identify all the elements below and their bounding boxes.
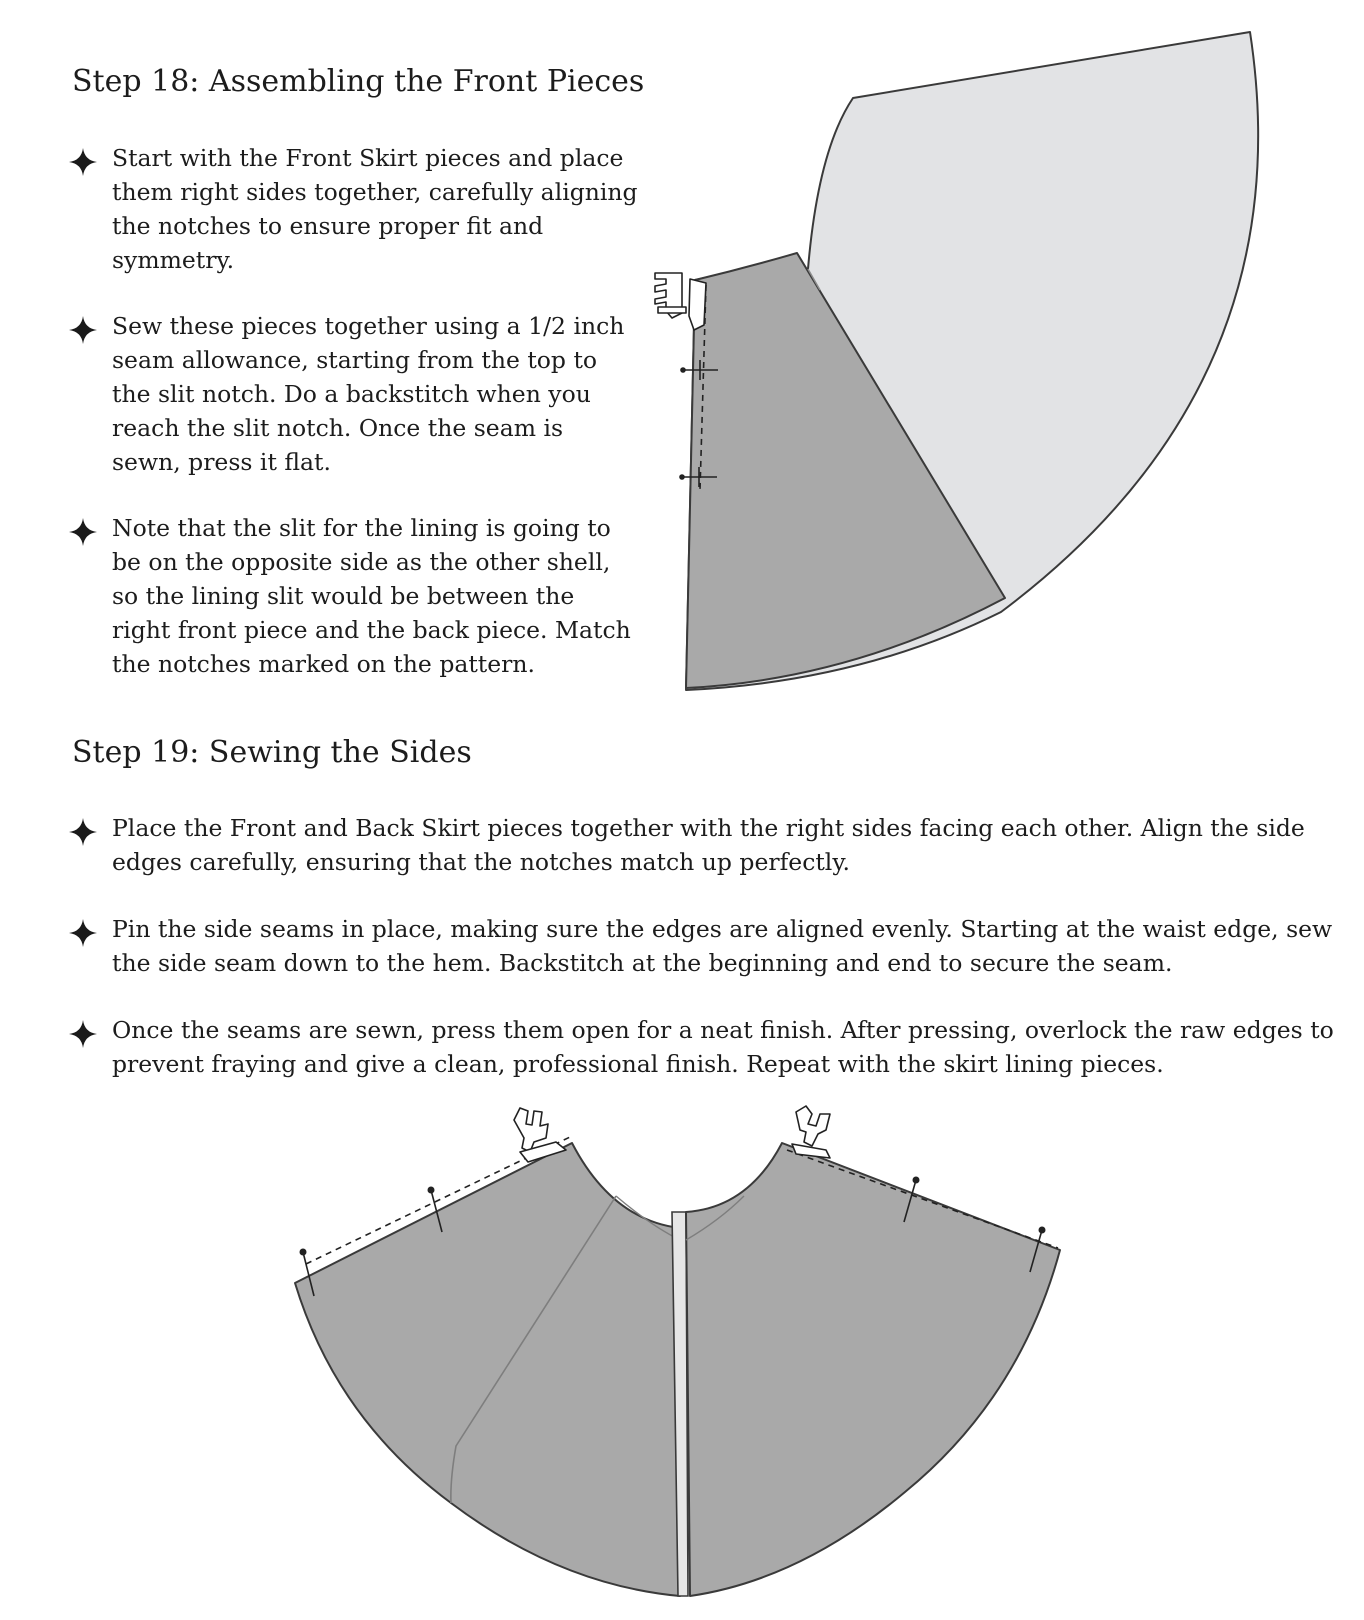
step-18-heading: Step 18: Assembling the Front Pieces xyxy=(72,64,645,99)
four-point-star-icon xyxy=(68,817,98,847)
bullet-text: Place the Front and Back Skirt pieces together with the right sides facing each other. Align the side edges carefully, ensuring that the notches match up perfectly. xyxy=(112,814,1305,876)
bullet-text: Once the seams are sewn, press them open for a neat finish. After pressing, overlock the raw edges to prevent fraying and give a clean, professional finish. Repeat with the skirt lining pieces. xyxy=(112,1016,1334,1078)
presser-foot-icon xyxy=(655,273,706,330)
bullet-text: Pin the side seams in place, making sure the edges are aligned evenly. Starting at the waist edge, sew the side seam down to the hem. Backstitch at the beginning and end to secure the seam. xyxy=(112,915,1333,977)
skirt-left-half xyxy=(295,1143,680,1596)
list-item xyxy=(68,811,1348,879)
list-item xyxy=(68,912,1348,980)
step-19-list xyxy=(68,811,1348,1081)
side-seams-illustration xyxy=(0,1100,1364,1620)
four-point-star-icon xyxy=(68,918,98,948)
bullet-text: Note that the slit for the lining is going to be on the opposite side as the other shell, so the lining slit would be between the right front piece and the back piece. Match the notches marked on the pattern. xyxy=(112,514,631,678)
skirt-right-half xyxy=(686,1143,1060,1596)
list-item xyxy=(68,1013,1348,1081)
four-point-star-icon xyxy=(68,1019,98,1049)
step-19-heading: Step 19: Sewing the Sides xyxy=(72,735,472,770)
presser-foot-icon xyxy=(792,1106,830,1158)
bullet-text: Sew these pieces together using a 1/2 inch seam allowance, starting from the top to the slit notch. Do a backstitch when you reach the slit notch. Once the seam is sewn, press it flat. xyxy=(112,312,625,476)
front-pieces-illustration xyxy=(0,0,1364,720)
bullet-text: Start with the Front Skirt pieces and place them right sides together, carefully aligning the notches to ensure proper fit and symmetry. xyxy=(112,144,638,274)
